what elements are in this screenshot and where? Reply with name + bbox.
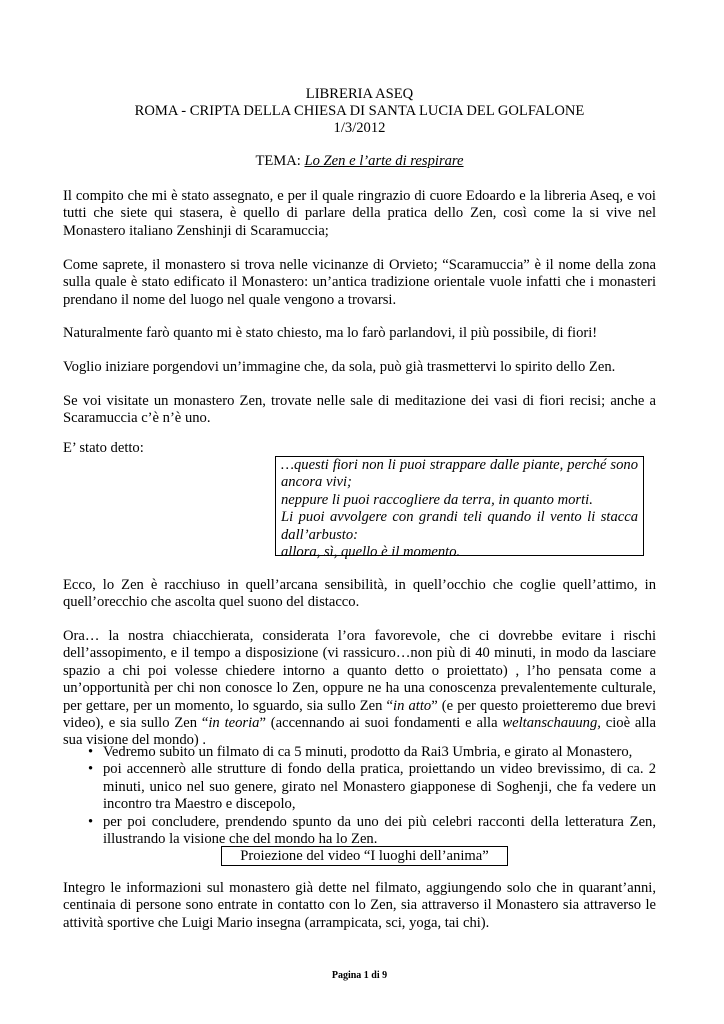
- theme-label: TEMA:: [255, 153, 305, 169]
- header-location: ROMA - CRIPTA DELLA CHIESA DI SANTA LUCIA DEL GOLFALONE: [134, 103, 585, 119]
- bullet-icon: •: [88, 744, 94, 760]
- quote-line: Li puoi avvolgere con grandi teli quando il vento li stacca dall’arbusto:: [281, 509, 638, 543]
- page-number: Pagina 1 di 9: [331, 970, 388, 981]
- paragraph-flowers: Naturalmente farò quanto mi è stato chiesto, ma lo farò parlandovi, il più possibile, di fiori!: [63, 325, 598, 341]
- theme-line: [63, 153, 656, 170]
- header-date: 1/3/2012: [333, 120, 386, 136]
- paragraph-said: E’ stato detto:: [63, 440, 144, 456]
- paragraph-intro: Il compito che mi è stato assegnato, e per il quale ringrazio di cuore Edoardo e la libreria Aseq, e voi tutti che siete qui stasera, è quello di parlare della pratica dello Zen, così come la si vive nel Monastero italiano Zenshinji di Scaramuccia;: [63, 188, 656, 239]
- list-item: • Vedremo subito un filmato di ca 5 minuti, prodotto da Rai3 Umbria, e girato al Monastero,: [88, 744, 633, 760]
- paragraph-closing: Integro le informazioni sul monastero già dette nel filmato, aggiungendo solo che in quarant’anni, centinaia di persone sono entrate in contatto con lo Zen, sia attraverso il Monastero sia attraverso le attività sportive che Luigi Mario insegna (arrampicata, sci, yoga, tai chi).: [63, 880, 656, 931]
- quote-line: allora, sì, quello è il momento.: [281, 544, 461, 561]
- list-item: • per poi concludere, prendendo spunto da uno dei più celebri racconti della letteratura Zen, illustrando la visione che del mondo ha lo Zen.: [88, 813, 656, 848]
- quote-line: neppure li puoi raccogliere da terra, in quanto morti.: [281, 491, 593, 508]
- agenda-list: [63, 744, 656, 848]
- quote-line: …questi fiori non li puoi strappare dalle piante, perché sono ancora vivi;: [281, 457, 638, 491]
- bullet-icon: •: [88, 761, 94, 778]
- paragraph-image: Voglio iniziare porgendovi un’immagine che, da sola, può già trasmettervi lo spirito dello Zen.: [63, 359, 616, 375]
- theme-title: Lo Zen e l’arte di respirare: [304, 153, 464, 169]
- header-library: LIBRERIA ASEQ: [305, 86, 414, 102]
- paragraph-talk-plan: Ora… la nostra chiacchierata, considerata l’ora favorevole, che ci dovrebbe evitare i rischi dell’assopimento, e il tempo a disposizione (vi rassicuro…non più di 40 minuti, in modo da lasciare spazio a chi poi volesse chiedere intorno a quanto detto o proiettato) , l’ho pensata come a un’opportunità per chi non conosce lo Zen, oppure ne ha una conoscenza prevalentemente culturale, per gettare, per un momento, lo sguardo, sia sullo Zen “in atto” (e per questo proietteremo due brevi video), e sia sullo Zen “in teoria” (accennando ai suoi fondamenti e alla weltanschauung, cioè alla sua visione del mondo) .: [63, 628, 657, 749]
- projection-box: Proiezione del video “I luoghi dell’anima”: [221, 846, 508, 866]
- paragraph-monastery-location: Come saprete, il monastero si trova nelle vicinanze di Orvieto; “Scaramuccia” è il nome della zona sulla quale è stato edificato il Monastero: un’antica tradizione orientale vuole infatti che i monasteri prendano il nome del luogo nel quale vengono a trovarsi.: [63, 257, 656, 308]
- paragraph-visit: Se voi visitate un monastero Zen, trovate nelle sale di meditazione dei vasi di fiori recisi; anche a Scaramuccia c’è n’è uno.: [63, 393, 656, 427]
- paragraph-zen-sensibility: Ecco, lo Zen è racchiuso in quell’arcana sensibilità, in quell’occhio che coglie quell’attimo, in quell’orecchio che ascolta quel suono del distacco.: [63, 577, 656, 611]
- quote-box: [275, 456, 644, 561]
- list-item: • poi accennerò alle strutture di fondo della pratica, proiettando un video brevissimo, di ca. 2 minuti, unico nel suo genere, girato nel Monastero giapponese di Soghenji, che fa vedere un incontro tra Maestro e discepolo,: [88, 761, 656, 813]
- bullet-icon: •: [88, 813, 94, 830]
